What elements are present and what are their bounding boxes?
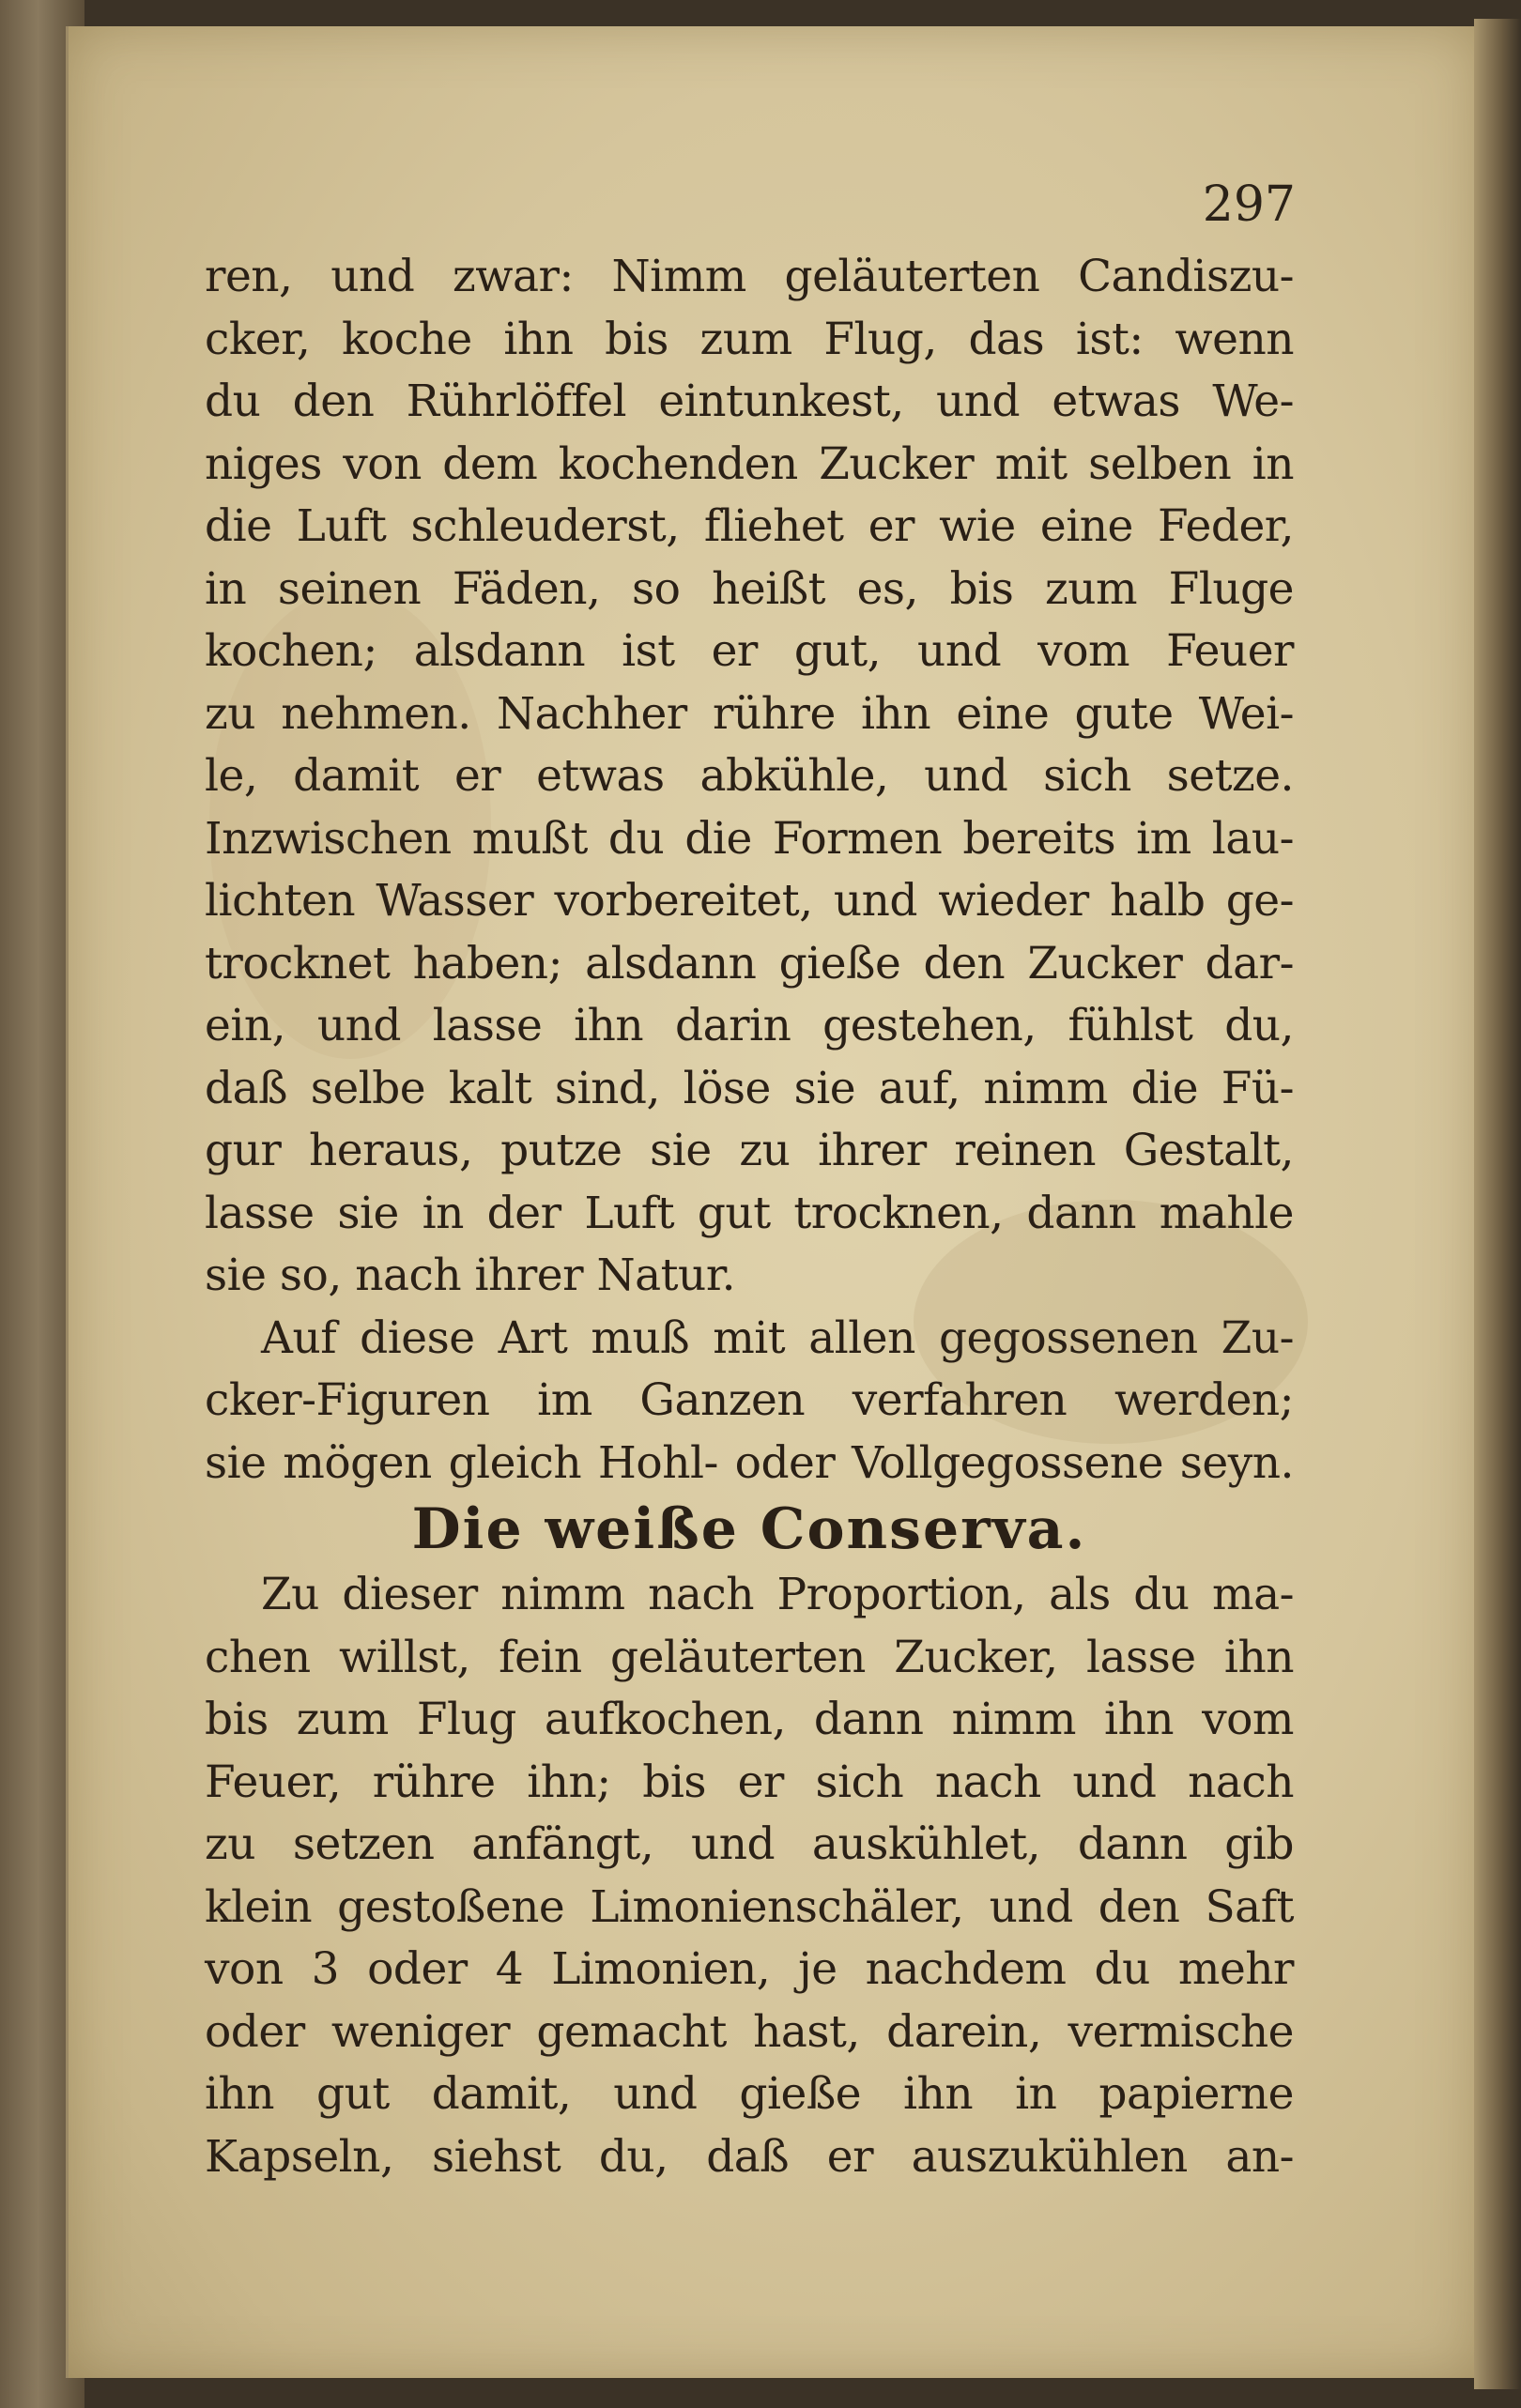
text-line: von 3 oder 4 Limonien, je nachdem du mehr	[205, 1943, 1294, 1995]
page-number: 297	[1202, 176, 1296, 233]
paragraph	[205, 246, 1294, 1308]
text-line: cker-Figuren im Ganzen verfahren werden;	[205, 1374, 1294, 1426]
page-fore-edge	[1474, 19, 1521, 2389]
text-line: in seinen Fäden, so heißt es, bis zum Fluge	[205, 562, 1294, 615]
text-line: zu nehmen. Nachher rühre ihn eine gute Wei-	[205, 687, 1294, 740]
text-line: du den Rührlöffel eintunkest, und etwas We-	[205, 376, 1294, 427]
text-line: die Luft schleuderst, fliehet er wie eine Feder,	[205, 500, 1294, 552]
text-line: Feuer, rühre ihn; bis er sich nach und nach	[205, 1756, 1294, 1808]
text-line: chen willst, fein geläuterten Zucker, lasse ihn	[205, 1631, 1294, 1683]
text-line: lasse sie in der Luft gut trocknen, dann mahle	[205, 1187, 1294, 1239]
text-line: ren, und zwar: Nimm geläuterten Candiszu-	[205, 251, 1294, 302]
section-heading: Die weiße Conserva.	[411, 1496, 1087, 1562]
text-line: sie mögen gleich Hohl- oder Vollgegossene seyn.	[205, 1436, 1294, 1489]
text-line: daß selbe kalt sind, löse sie auf, nimm die Fü-	[205, 1062, 1294, 1114]
text-line: trocknet haben; alsdann gieße den Zucker dar-	[205, 937, 1294, 989]
text-line: bis zum Flug aufkochen, dann nimm ihn vom	[205, 1694, 1294, 1745]
text-line: klein gestoßene Limonienschäler, und den Saft	[205, 1880, 1294, 1933]
text-line: zu setzen anfängt, und auskühlet, dann gib	[205, 1818, 1294, 1870]
text-line: cker, koche ihn bis zum Flug, das ist: wenn	[205, 313, 1294, 365]
body-text	[205, 246, 1294, 2188]
paragraph	[205, 1564, 1294, 2188]
text-line: sie so, nach ihrer Natur.	[205, 1250, 736, 1301]
text-line: Auf diese Art muß mit allen gegossenen Zu-	[261, 1311, 1294, 1364]
text-line: Kapseln, siehst du, daß er auszukühlen an-	[205, 2130, 1294, 2183]
text-line: niges von dem kochenden Zucker mit selben in	[205, 437, 1294, 490]
text-line: le, damit er etwas abkühle, und sich setze.	[205, 750, 1294, 802]
text-line: kochen; alsdann ist er gut, und vom Feuer	[205, 625, 1294, 677]
paragraph	[205, 1308, 1294, 1495]
text-line: ihn gut damit, und gieße ihn in papierne	[205, 2068, 1294, 2120]
text-line: Inzwischen mußt du die Formen bereits im lau-	[205, 812, 1294, 865]
text-line: lichten Wasser vorbereitet, und wieder halb ge-	[205, 875, 1294, 927]
text-line: gur heraus, putze sie zu ihrer reinen Gestalt,	[205, 1125, 1294, 1176]
text-line: ein, und lasse ihn darin gestehen, fühlst du,	[205, 1000, 1294, 1051]
text-line: oder weniger gemacht hast, darein, vermische	[205, 2005, 1294, 2058]
text-line: Zu dieser nimm nach Proportion, als du ma-	[261, 1569, 1294, 1620]
